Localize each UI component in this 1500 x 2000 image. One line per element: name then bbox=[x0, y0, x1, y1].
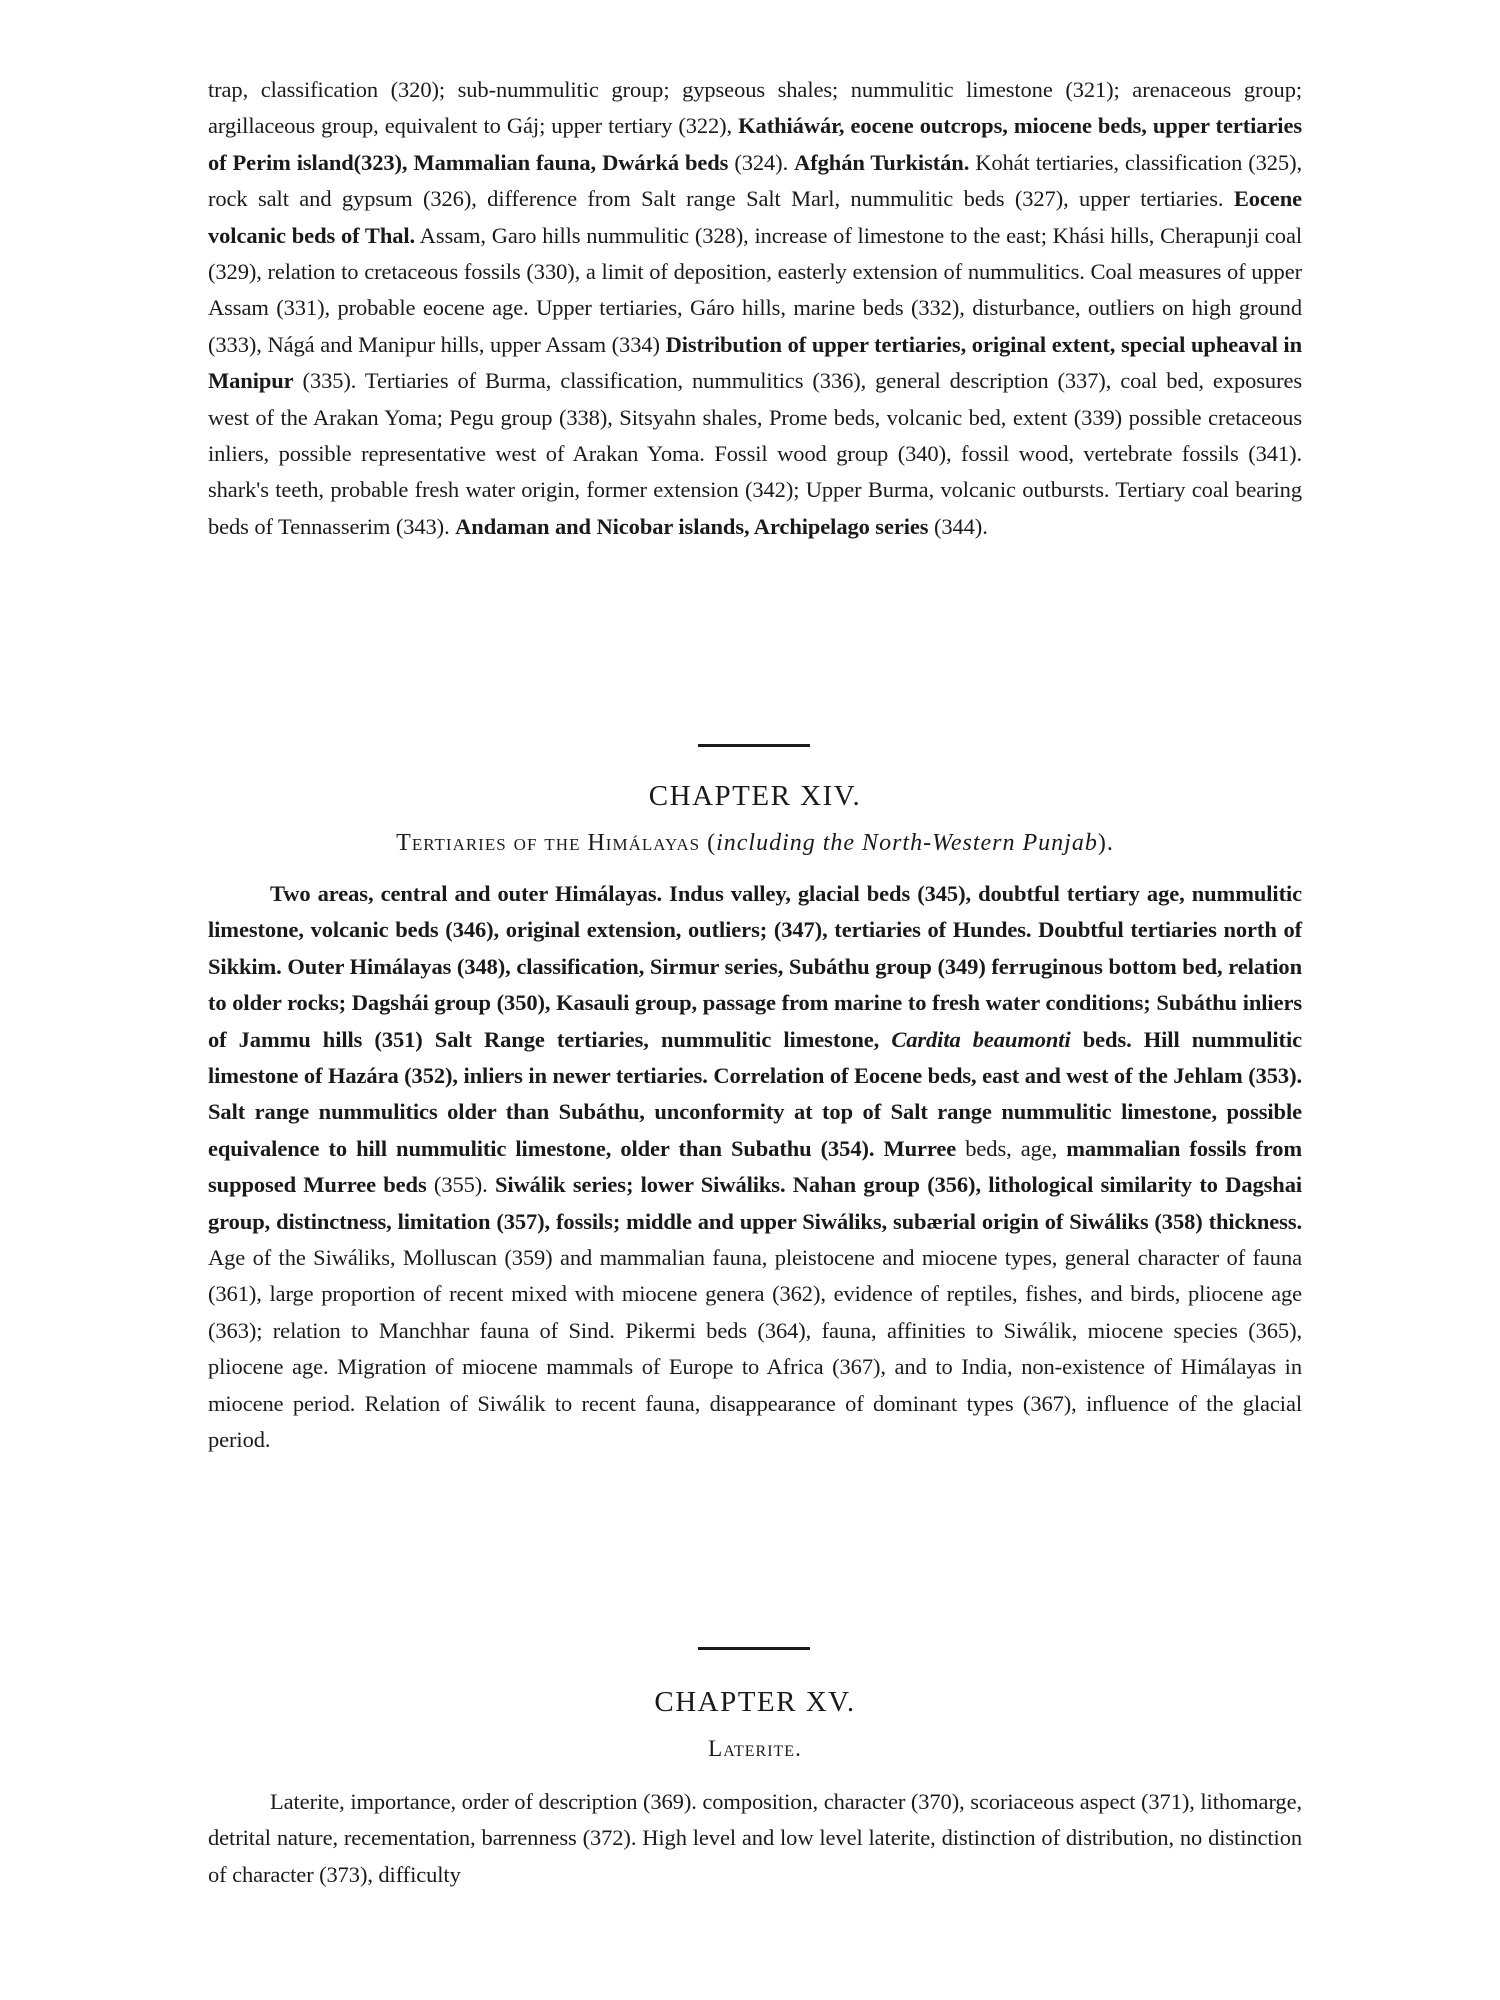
chapter-xiv-heading: CHAPTER XIV. bbox=[648, 780, 862, 812]
subtitle-italic: including the North-Western Punjab bbox=[716, 830, 1098, 856]
bold-run: Kathiáwár, eocene outcrops, miocene beds, upper tertiaries of Perim island(323), Mammalian fauna, Dwárká beds bbox=[208, 113, 1302, 175]
subtitle-paren: ). bbox=[1097, 830, 1114, 856]
text-run: (324). bbox=[728, 149, 795, 175]
text-run: beds, age, bbox=[956, 1135, 1067, 1161]
chapter-xiii-summary bbox=[208, 72, 1302, 545]
bold-run: Afghán Turkistán. bbox=[794, 149, 970, 175]
chapter-xv-subtitle: Laterite. bbox=[708, 1736, 802, 1761]
chapter-xv-paragraph: Laterite, importance, order of description (369). composition, character (370), scoriaceous aspect (371), lithomarge, detrital nature, recementation, barrenness (372). High level and low level laterite, distinction of distribution, no distinction of character (373), difficulty bbox=[208, 1789, 1302, 1887]
text-run: (335). Tertiaries of Burma, classification, nummulitics (336), general description (337), coal bed, exposures west of the Arakan Yoma; Pegu group (338), Sitsyahn shales, Prome beds, volcanic bed, extent (339) possible cretaceous inliers, possible representative west of Arakan Yoma. Fossil wood group (340), fossil wood, vertebrate fossils (341). shark's teeth, probable fresh water origin, former extension (342); Upper Burma, volcanic outbursts. Tertiary coal bearing beds of Tennasserim (343). bbox=[208, 368, 1302, 539]
text-run: (344). bbox=[928, 513, 988, 539]
bold-run: mammalian fossils from supposed Murree beds bbox=[208, 1135, 1302, 1198]
chapter-xiv-subtitle bbox=[208, 830, 1302, 857]
subtitle-text: Tertiaries of the Himálayas bbox=[396, 830, 701, 856]
chapter-xiv-summary bbox=[208, 876, 1302, 1459]
italic-run: Cardita beaumonti bbox=[891, 1026, 1071, 1052]
text-run: Age of the Siwáliks, Molluscan (359) and mammalian fauna, pleistocene and miocene types, general character of fauna (361), large proportion of recent mixed with miocene genera (362), evidence of reptiles, fishes, and birds, pliocene age (363); relation to Manchhar fauna of Sind. Pikermi beds (364), fauna, affinities to Siwálik, miocene species (365), pliocene age. Migration of miocene mammals of Europe to Africa (367), and to India, non-existence of Himálayas in miocene period. Relation of Siwálik to recent fauna, disappearance of dominant types (367), influence of the glacial period. bbox=[208, 1245, 1302, 1453]
bold-run: Eocene volcanic beds of Thal. bbox=[208, 186, 1302, 248]
subtitle-paren: ( bbox=[700, 830, 717, 856]
chapter-xiv-paragraph bbox=[208, 876, 1302, 1459]
text-run: Kohát tertiaries, classification (325), rock salt and gypsum (326), difference from Salt range Salt Marl, nummulitic beds (327), upper tertiaries. bbox=[208, 149, 1302, 212]
section-divider bbox=[698, 744, 810, 747]
chapter-xiii-paragraph bbox=[208, 72, 1302, 545]
text-run: trap, classification (320); sub-nummulitic group; gypseous shales; nummulitic limestone (321); arenaceous group; argillaceous group, equivalent to Gáj; upper tertiary (322), bbox=[208, 77, 1302, 139]
chapter-xv-summary bbox=[208, 1784, 1302, 1893]
bold-run: Andaman and Nicobar islands, Archipelago series bbox=[455, 513, 929, 539]
bold-run: Distribution of upper tertiaries, original extent, special upheaval in Manipur bbox=[208, 331, 1302, 394]
text-run: Assam, Garo hills nummulitic (328), increase of limestone to the east; Khási hills, Cherapunji coal (329), relation to cretaceous fossils (330), a limit of deposition, easterly extension of nummulitics. Coal measures of upper Assam (331), probable eocene age. Upper tertiaries, Gáro hills, marine beds (332), disturbance, outliers on high ground (333), Nágá and Manipur hills, upper Assam (334) bbox=[208, 222, 1302, 357]
bold-run: beds. Hill nummulitic limestone of Hazára (352), inliers in newer tertiaries. Correlation of Eocene beds, east and west of the Jehlam (353). Salt range nummulitics older than Subáthu, unconformity at top of Salt range nummulitic limestone, possible equivalence to hill nummulitic limestone, older than Subathu (354). Murree bbox=[208, 1026, 1302, 1161]
text-run: (355). bbox=[426, 1172, 495, 1198]
bold-run: Two areas, central and outer Himálayas. Indus valley, glacial beds (345), doubtful tertiary age, nummulitic limestone, volcanic beds (346), original extension, outliers; (347), tertiaries of Hundes. Doubtful tertiaries north of Sikkim. Outer Himálayas (348), classification, Sirmur series, Subáthu group (349) ferruginous bottom bed, relation to older rocks; Dagshái group (350), Kasauli group, passage from marine to fresh water conditions; Subáthu inliers of Jammu hills (351) Salt Range tertiaries, nummulitic limestone, bbox=[208, 881, 1302, 1052]
section-divider bbox=[698, 1647, 810, 1650]
chapter-xv-heading: CHAPTER XV. bbox=[654, 1686, 856, 1718]
bold-run: Siwálik series; lower Siwáliks. Nahan group (356), lithological similarity to Dagshai group, distinctness, limitation (357), fossils; middle and upper Siwáliks, subærial origin of Siwáliks (358) thickness. bbox=[208, 1172, 1302, 1234]
